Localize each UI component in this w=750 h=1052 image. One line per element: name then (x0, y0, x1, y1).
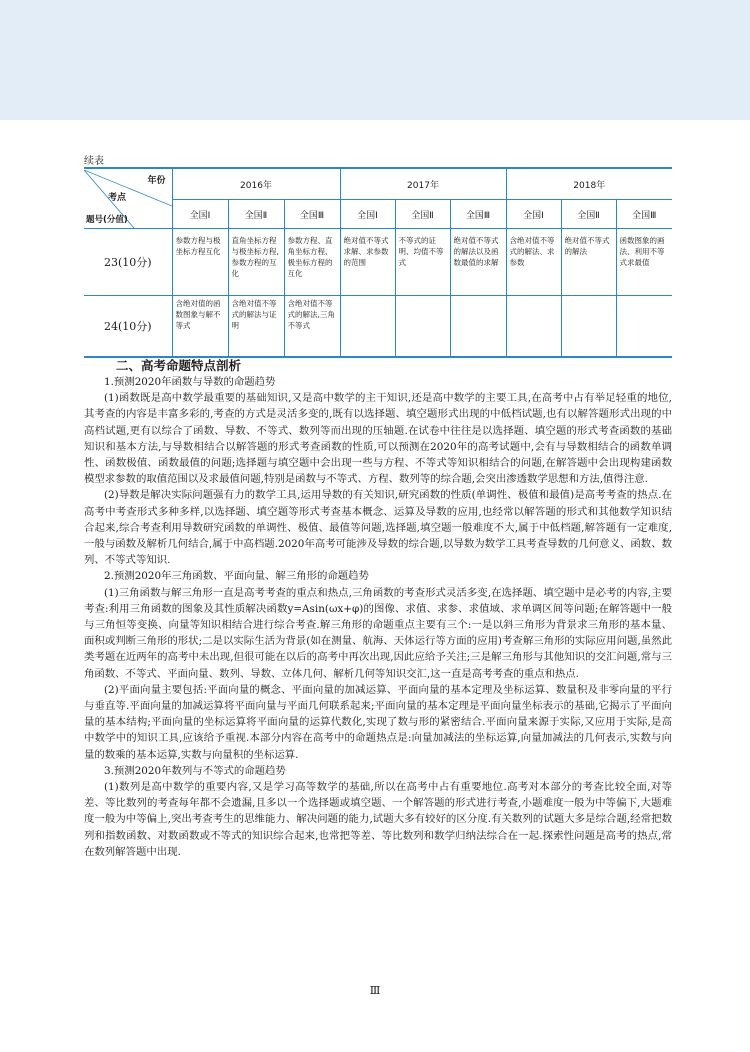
table-cell: 函数图象的画法、利用不等式求最值 (616, 229, 672, 296)
section-heading: 二、高考命题特点剖析 (116, 358, 242, 373)
table-cell: 绝对值不等式的解法 (561, 229, 616, 296)
table-cell: 含绝对值不等式的解法,三角不等式 (284, 296, 340, 358)
table-cell (450, 296, 506, 358)
table-cell: 含绝对值不等式的解法、求参数 (506, 229, 561, 296)
region-header: 全国Ⅰ (172, 200, 228, 229)
body-paragraph: (1)三角函数与解三角形一直是高考考查的重点和热点,三角函数的考查形式灵活多变,在选择题、填空题中是必考的内容,主要考查:利用三角函数的图象及其性质解决函数y=Asin(ωx+φ)的图像、求值、求参、求值域、求单调区间等问题;在解答题中一般与三角恒等变换、向量等知识相结合进行综合考查.解三角形的命题重点主要有三个:一是以斜三角形为背景求三角形的基本量、面积或判断三角形的形状;二是以实际生活为背景(如在测量、航海、天体运行等方面的应用)考查解三角形的实际应用问题,虽然此类考题在近两年的高考中未出现,但很可能在以后的高考中再次出现,因此应给予关注;三是解三角形与其他知识的交汇问题,常与三角函数、不等式、平面向量、数列、导数、立体几何、解析几何等知识交汇,这一直是高考考查的重点和热点. (84, 586, 672, 680)
table-cell: 参数方程与极坐标方程互化 (172, 229, 228, 296)
row-label: 23(10分) (84, 229, 172, 296)
row-label: 24(10分) (84, 296, 172, 358)
header-band (0, 0, 750, 120)
region-header: 全国Ⅱ (228, 200, 284, 229)
region-header: 全国Ⅲ (284, 200, 340, 229)
table-cell (506, 296, 561, 358)
table-cell (561, 296, 616, 358)
region-header: 全国Ⅰ (506, 200, 561, 229)
region-header: 全国Ⅱ (561, 200, 616, 229)
table-cell: 绝对值不等式的解法以及函数最值的求解 (450, 229, 506, 296)
body-paragraph: (2)导数是解决实际问题强有力的数学工具,运用导数的有关知识,研究函数的性质(单调性、极值和最值)是高考考查的热点.在高考中考查形式多种多样,以选择题、填空题等形式考查基本概念、运算及导数的应用,也经常以解答题的形式和其他数学知识结合起来,综合考查利用导数研究函数的单调性、极值、最值等问题,选择题,填空题一般难度不大,属于中低档题,解答题有一定难度,一般与函数及解析几何结合,属于中高档题.2020年高考可能涉及导数的综合题,以导数为数学工具考查导数的几何意义、函数、数列、不等式等知识. (84, 489, 672, 567)
region-header: 全国Ⅲ (616, 200, 672, 229)
table-cell: 含绝对值的函数图象与解不等式 (172, 296, 228, 358)
table-cell: 含绝对值不等式的解法与证明 (228, 296, 284, 358)
table-cell: 不等式的证明、均值不等式 (395, 229, 450, 296)
continued-label: 续表 (84, 156, 104, 167)
region-header: 全国Ⅰ (340, 200, 395, 229)
table-row (84, 229, 672, 296)
subsection-title: 2.预测2020年三角函数、平面向量、解三角形的命题趋势 (104, 570, 369, 583)
table-cell: 绝对值不等式求解、求参数的范围 (340, 229, 395, 296)
analysis-body (84, 357, 672, 860)
table-cell (395, 296, 450, 358)
table-row (84, 296, 672, 358)
body-paragraph: (2)平面向量主要包括:平面向量的概念、平面向量的加减运算、平面向量的基本定理及坐标运算、数量积及非零向量的平行与垂直等.平面向量的加减运算将平面向量与平面几何联系起来;平面向量的基本定理是平面向量坐标表示的基础,它揭示了平面向量的基本结构;平面向量的坐标运算将平面向量的运算代数化,实现了数与形的紧密结合.平面向量来源于实际,又应用于实际,是高中数学中的知识工具,应该给予重视.本部分内容在高考中的命题热点是:向量加减法的坐标运算,向量加减法的几何表示,实数与向量的数乘的基本运算,实数与向量积的坐标运算. (84, 683, 672, 761)
table-cell (340, 296, 395, 358)
subsection-title: 1.预测2020年函数与导数的命题趋势 (104, 376, 276, 388)
body-paragraph: (1)数列是高中数学的重要内容,又是学习高等数学的基础,所以在高考中占有重要地位.高考对本部分的考查比较全面,对等差、等比数列的考查每年都不会遗漏,且多以一个选择题或填空题、一个解答题的形式进行考查,小题难度一般为中等偏下,大题难度一般为中等偏上,突出考查考生的思维能力、解决问题的能力,试题大多有较好的区分度.有关数列的试题大多是综合题,经常把数列和指数函数、对数函数或不等式的知识综合起来,也常把等差、等比数列和数学归纳法综合在一起.探索性问题是高考的热点,常在数列解答题中出现. (84, 781, 672, 858)
region-header: 全国Ⅱ (395, 200, 450, 229)
table-cell: 直角坐标方程与极坐标方程,参数方程的互化 (228, 229, 284, 296)
table-cell: 参数方程、直角坐标方程、极坐标方程的互化 (284, 229, 340, 296)
exam-topic-table (84, 167, 672, 358)
table-cell (616, 296, 672, 358)
table-corner-header (84, 168, 172, 229)
year-header: 2018年 (506, 168, 672, 200)
corner-topic-label: 考点 (108, 192, 127, 203)
subsection-title: 3.预测2020年数列与不等式的命题趋势 (104, 764, 286, 777)
year-header: 2017年 (340, 168, 506, 200)
corner-qno-label: 题号(分值) (86, 214, 128, 225)
region-header: 全国Ⅲ (450, 200, 506, 229)
corner-year-label: 年份 (147, 175, 166, 186)
year-header: 2016年 (172, 168, 340, 200)
body-paragraph: (1)函数既是高中数学最重要的基础知识,又是高中数学的主干知识,还是高中数学的主要工具,在高考中占有举足轻重的地位,其考查的内容是丰富多彩的,考查的方式是灵活多变的,既有以选择题、填空题形式出现的中低档试题,也有以解答题形式出现的中高档试题,更有以综合了函数、导数、不等式、数列等而出现的压轴题.在试卷中往往是以选择题、填空题的形式考查函数的基础知识和基本方法,与导数相结合以解答题的形式考查函数的性质,可以预测在2020年的高考试题中,会有与导数相结合的函数单调性、函数极值、函数最值的问题;选择题与填空题中会出现一些与方程、不等式等知识相结合的问题,在解答题中会出现构建函数模型求参数的取值范围以及求最值问题,特别是函数与不等式、方程、数列等的综合题,会突出渗透数学思想和方法,值得注意. (84, 392, 672, 486)
page-number: Ⅲ (369, 984, 381, 997)
